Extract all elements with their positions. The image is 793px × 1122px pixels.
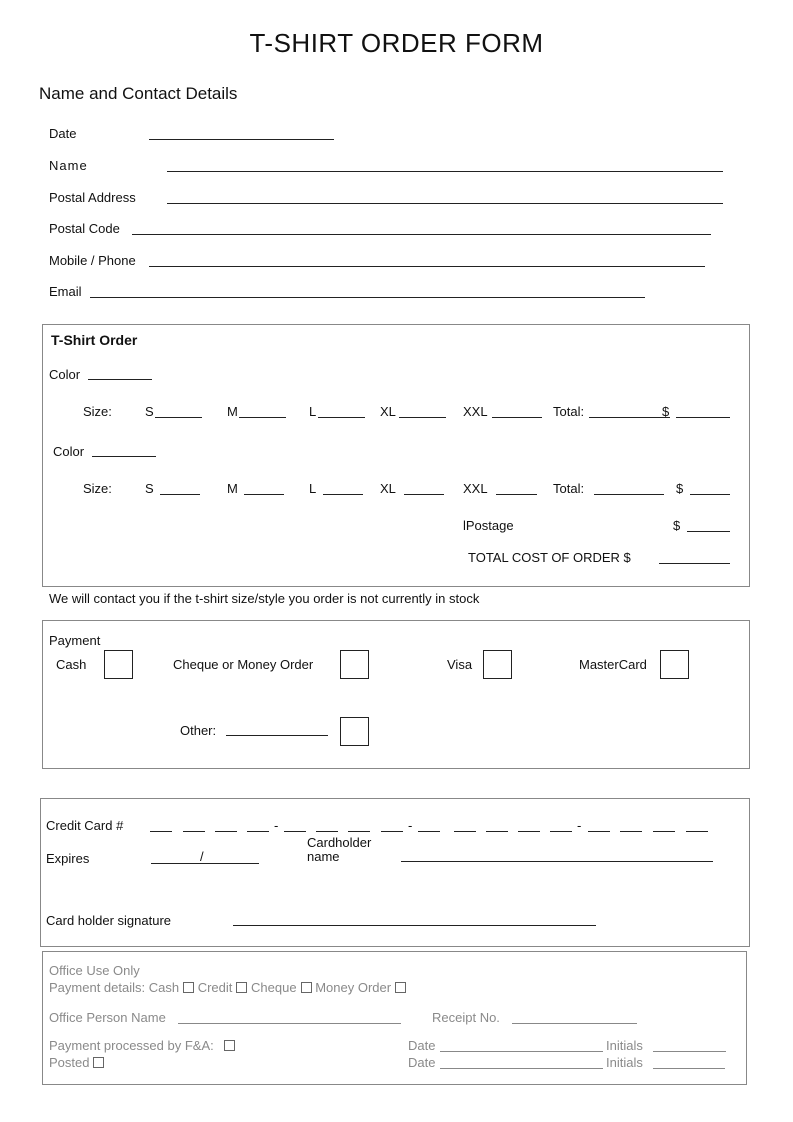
size-s-field-2[interactable] [160, 494, 200, 495]
size-s-label-2: S [145, 481, 154, 496]
expires-label: Expires [46, 851, 90, 866]
size-xl-field-1[interactable] [399, 417, 446, 418]
cash-label: Cash [56, 657, 87, 672]
email-field[interactable] [90, 297, 645, 298]
total-field-1[interactable] [589, 417, 670, 418]
size-xl-field-2[interactable] [404, 494, 444, 495]
card-digit-8[interactable] [381, 831, 403, 832]
expires-field[interactable] [151, 863, 259, 864]
posted-initials-field[interactable] [653, 1068, 725, 1069]
date-field[interactable] [149, 139, 334, 140]
size-xl-label-2: XL [380, 481, 396, 496]
postal-code-field[interactable] [132, 234, 711, 235]
card-digit-16[interactable] [653, 831, 675, 832]
office-money-order-checkbox[interactable] [395, 982, 406, 993]
card-digit-13[interactable] [550, 831, 572, 832]
cardholder-label-line1: Cardholder [307, 835, 372, 850]
cardholder-label-line2: name [307, 849, 340, 864]
card-digit-10[interactable] [454, 831, 476, 832]
size-xxl-label-1: XXL [463, 404, 488, 419]
size-label-2: Size: [83, 481, 112, 496]
posted-date-field[interactable] [440, 1068, 603, 1069]
office-person-label: Office Person Name [49, 1010, 166, 1025]
office-credit-label: Credit [197, 980, 233, 995]
size-xxl-field-1[interactable] [492, 417, 542, 418]
date-label: Date [49, 126, 77, 141]
dollar-sign-2: $ [676, 481, 684, 496]
processed-checkbox[interactable] [224, 1040, 235, 1051]
payment-section [42, 620, 750, 769]
posted-initials-label: Initials [606, 1055, 643, 1070]
stock-note: We will contact you if the t-shirt size/style you order is not currently in stock [49, 591, 480, 606]
page-title: T-SHIRT ORDER FORM [249, 28, 544, 58]
total-label-2: Total: [553, 481, 585, 496]
order-heading: T-Shirt Order [51, 332, 138, 348]
posted-row [49, 1055, 104, 1070]
contact-heading: Name and Contact Details [39, 84, 238, 103]
office-heading: Office Use Only [49, 963, 140, 978]
dollar-sign-1: $ [662, 404, 670, 419]
size-xxl-field-2[interactable] [496, 494, 537, 495]
color-label-1: Color [49, 367, 81, 382]
processed-row [49, 1038, 235, 1053]
total-cost-label: TOTAL COST OF ORDER $ [468, 550, 631, 565]
card-dash-3: - [577, 818, 582, 833]
processed-date-field[interactable] [440, 1051, 603, 1052]
cash-checkbox[interactable] [104, 650, 133, 679]
total-label-1: Total: [553, 404, 585, 419]
color-field-2[interactable] [92, 456, 156, 457]
office-person-field[interactable] [178, 1023, 401, 1024]
postage-label: lPostage [463, 518, 514, 533]
phone-field[interactable] [149, 266, 705, 267]
processed-initials-field[interactable] [653, 1051, 726, 1052]
posted-label: Posted [49, 1055, 90, 1070]
size-label-1: Size: [83, 404, 112, 419]
office-money-order-label: Money Order [315, 980, 392, 995]
receipt-label: Receipt No. [432, 1010, 500, 1025]
card-digit-5[interactable] [284, 831, 306, 832]
other-checkbox[interactable] [340, 717, 369, 746]
card-digit-4[interactable] [247, 831, 269, 832]
color-label-2: Color [53, 444, 85, 459]
card-digit-17[interactable] [686, 831, 708, 832]
other-field[interactable] [226, 735, 328, 736]
office-credit-checkbox[interactable] [236, 982, 247, 993]
office-cheque-label: Cheque [251, 980, 297, 995]
phone-label: Mobile / Phone [49, 253, 136, 268]
receipt-field[interactable] [512, 1023, 637, 1024]
processed-initials-label: Initials [606, 1038, 643, 1053]
other-label: Other: [180, 723, 217, 738]
office-cheque-checkbox[interactable] [301, 982, 312, 993]
amount-field-1[interactable] [676, 417, 730, 418]
card-digit-7[interactable] [348, 831, 370, 832]
card-dash-1: - [274, 818, 279, 833]
posted-checkbox[interactable] [93, 1057, 104, 1068]
name-field[interactable] [167, 171, 723, 172]
credit-card-label: Credit Card # [46, 818, 124, 833]
processed-label: Payment processed by F&A: [49, 1038, 214, 1053]
visa-checkbox[interactable] [483, 650, 512, 679]
size-m-field-2[interactable] [244, 494, 284, 495]
signature-label: Card holder signature [46, 913, 172, 928]
postage-dollar-sign: $ [673, 518, 681, 533]
card-digit-12[interactable] [518, 831, 540, 832]
mastercard-checkbox[interactable] [660, 650, 689, 679]
cheque-label: Cheque or Money Order [173, 657, 314, 672]
card-digit-1[interactable] [150, 831, 172, 832]
cardholder-name-field[interactable] [401, 861, 713, 862]
size-s-field-1[interactable] [155, 417, 202, 418]
processed-date-label: Date [408, 1038, 436, 1053]
size-s-label-1: S [145, 404, 154, 419]
postal-address-field[interactable] [167, 203, 723, 204]
visa-label: Visa [447, 657, 473, 672]
postal-code-label: Postal Code [49, 221, 120, 236]
size-l-label-1: L [309, 404, 317, 419]
total-field-2[interactable] [594, 494, 664, 495]
size-xl-label-1: XL [380, 404, 396, 419]
card-digit-15[interactable] [620, 831, 642, 832]
card-digit-2[interactable] [183, 831, 205, 832]
posted-date-label: Date [408, 1055, 436, 1070]
office-cash-checkbox[interactable] [183, 982, 194, 993]
postal-address-label: Postal Address [49, 190, 136, 205]
card-digit-3[interactable] [215, 831, 237, 832]
signature-field[interactable] [233, 925, 596, 926]
color-field-1[interactable] [88, 379, 152, 380]
cheque-checkbox[interactable] [340, 650, 369, 679]
size-xxl-label-2: XXL [463, 481, 488, 496]
office-payment-details [49, 980, 406, 995]
expires-slash: / [200, 849, 204, 864]
email-label: Email [49, 284, 82, 299]
card-digit-11[interactable] [486, 831, 508, 832]
size-l-label-2: L [309, 481, 317, 496]
card-dash-2: - [408, 818, 413, 833]
size-m-field-1[interactable] [239, 417, 286, 418]
size-l-field-1[interactable] [318, 417, 365, 418]
postage-field[interactable] [687, 531, 730, 532]
card-digit-9[interactable] [418, 831, 440, 832]
office-cash-label: Cash [148, 980, 180, 995]
card-digit-6[interactable] [316, 831, 338, 832]
amount-field-2[interactable] [690, 494, 730, 495]
total-cost-field[interactable] [659, 563, 730, 564]
payment-heading: Payment [49, 633, 101, 648]
size-m-label-2: M [227, 481, 238, 496]
name-label: Name [49, 158, 88, 173]
size-l-field-2[interactable] [323, 494, 363, 495]
card-digit-14[interactable] [588, 831, 610, 832]
mastercard-label: MasterCard [579, 657, 647, 672]
payment-details-label: Payment details: [49, 980, 146, 995]
size-m-label-1: M [227, 404, 238, 419]
